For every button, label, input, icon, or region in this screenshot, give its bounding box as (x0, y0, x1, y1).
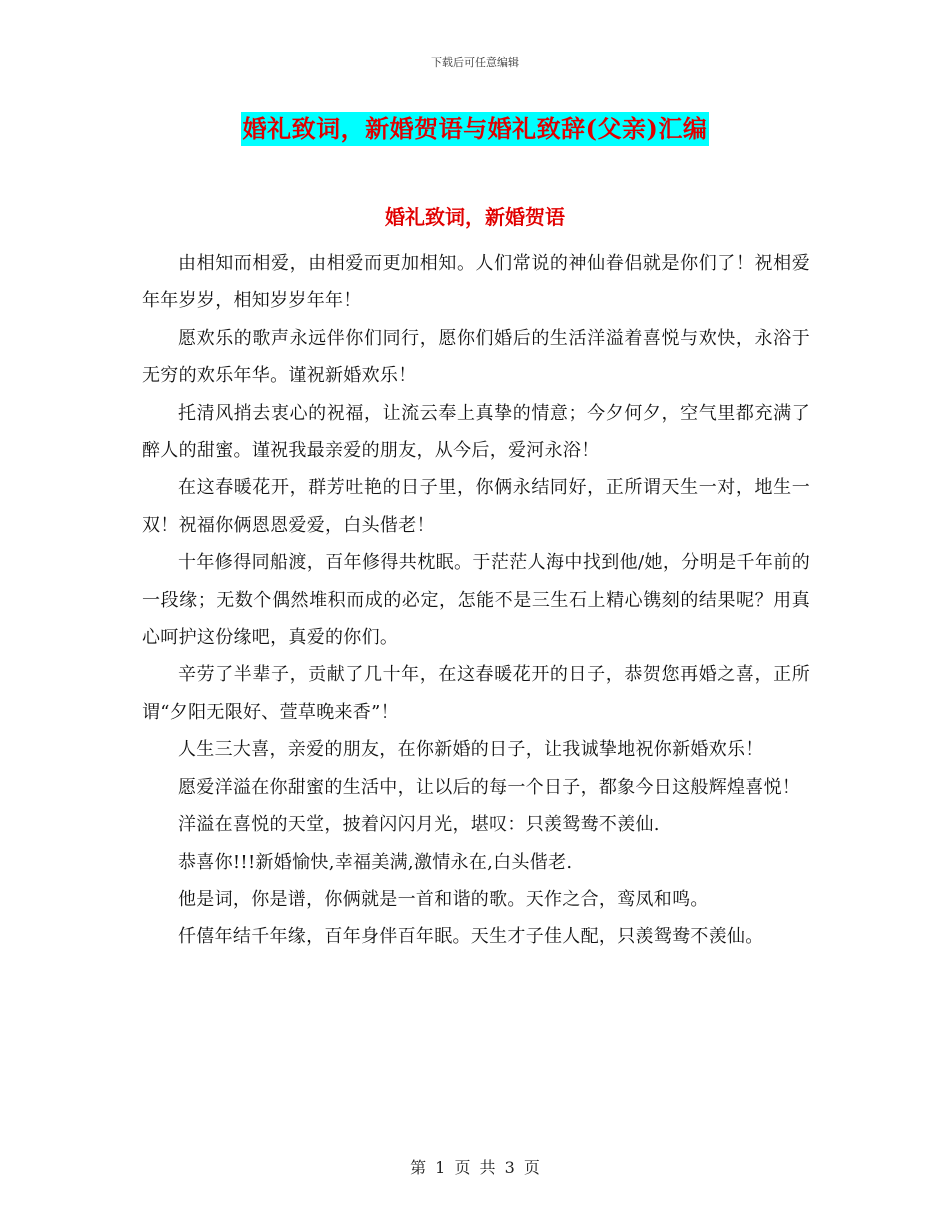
paragraph: 由相知而相爱，由相爱而更加相知。人们常说的神仙眷侣就是你们了！祝相爱年年岁岁，相知岁岁年年！ (142, 253, 810, 312)
header-note: 下载后可任意编辑 (431, 56, 519, 69)
paragraph: 辛劳了半辈子，贡献了几十年，在这春暖花开的日子，恭贺您再婚之喜，正所谓“夕阳无限好、萱草晚来香”！ (142, 664, 810, 723)
main-title-container (0, 112, 950, 146)
paragraph: 仟僖年结千年缘，百年身伴百年眠。天生才子佳人配，只羡鸳鸯不羡仙。 (178, 926, 764, 948)
paragraph: 托清风捎去衷心的祝福，让流云奉上真挚的情意；今夕何夕，空气里都充满了醉人的甜蜜。谨祝我最亲爱的朋友，从今后，爱河永浴！ (142, 402, 810, 462)
paragraph: 恭喜你!!!新婚愉快,幸福美满,激情永在,白头偕老. (178, 851, 573, 873)
paragraph: 洋溢在喜悦的天堂，披着闪闪月光，堪叹：只羡鸳鸯不羡仙. (178, 814, 660, 836)
body-text (142, 245, 810, 956)
section-title: 婚礼致词，新婚贺语 (385, 205, 565, 229)
paragraph: 十年修得同船渡，百年修得共枕眠。于茫茫人海中找到他/她，分明是千年前的一段缘；无数个偶然堆积而成的必定，怎能不是三生石上精心镌刻的结果呢？用真心呵护这份缘吧，真爱的你们。 (142, 552, 810, 649)
paragraph: 人生三大喜，亲爱的朋友，在你新婚的日子，让我诚挚地祝你新婚欢乐！ (178, 739, 764, 761)
paragraph: 愿欢乐的歌声永远伴你们同行，愿你们婚后的生活洋溢着喜悦与欢快，永浴于无穷的欢乐年华。谨祝新婚欢乐！ (142, 327, 810, 387)
paragraph: 愿爱洋溢在你甜蜜的生活中，让以后的每一个日子，都象今日这般辉煌喜悦！ (178, 776, 801, 798)
page-footer: 第 1 页 共 3 页 (410, 1158, 540, 1177)
paragraph: 他是词，你是谱，你俩就是一首和谐的歌。天作之合，鸾凤和鸣。 (178, 888, 709, 910)
paragraph: 在这春暖花开，群芳吐艳的日子里，你俩永结同好，正所谓天生一对，地生一双！祝福你俩恩恩爱爱，白头偕老！ (142, 477, 810, 536)
main-title: 婚礼致词，新婚贺语与婚礼致辞(父亲)汇编 (241, 112, 710, 146)
